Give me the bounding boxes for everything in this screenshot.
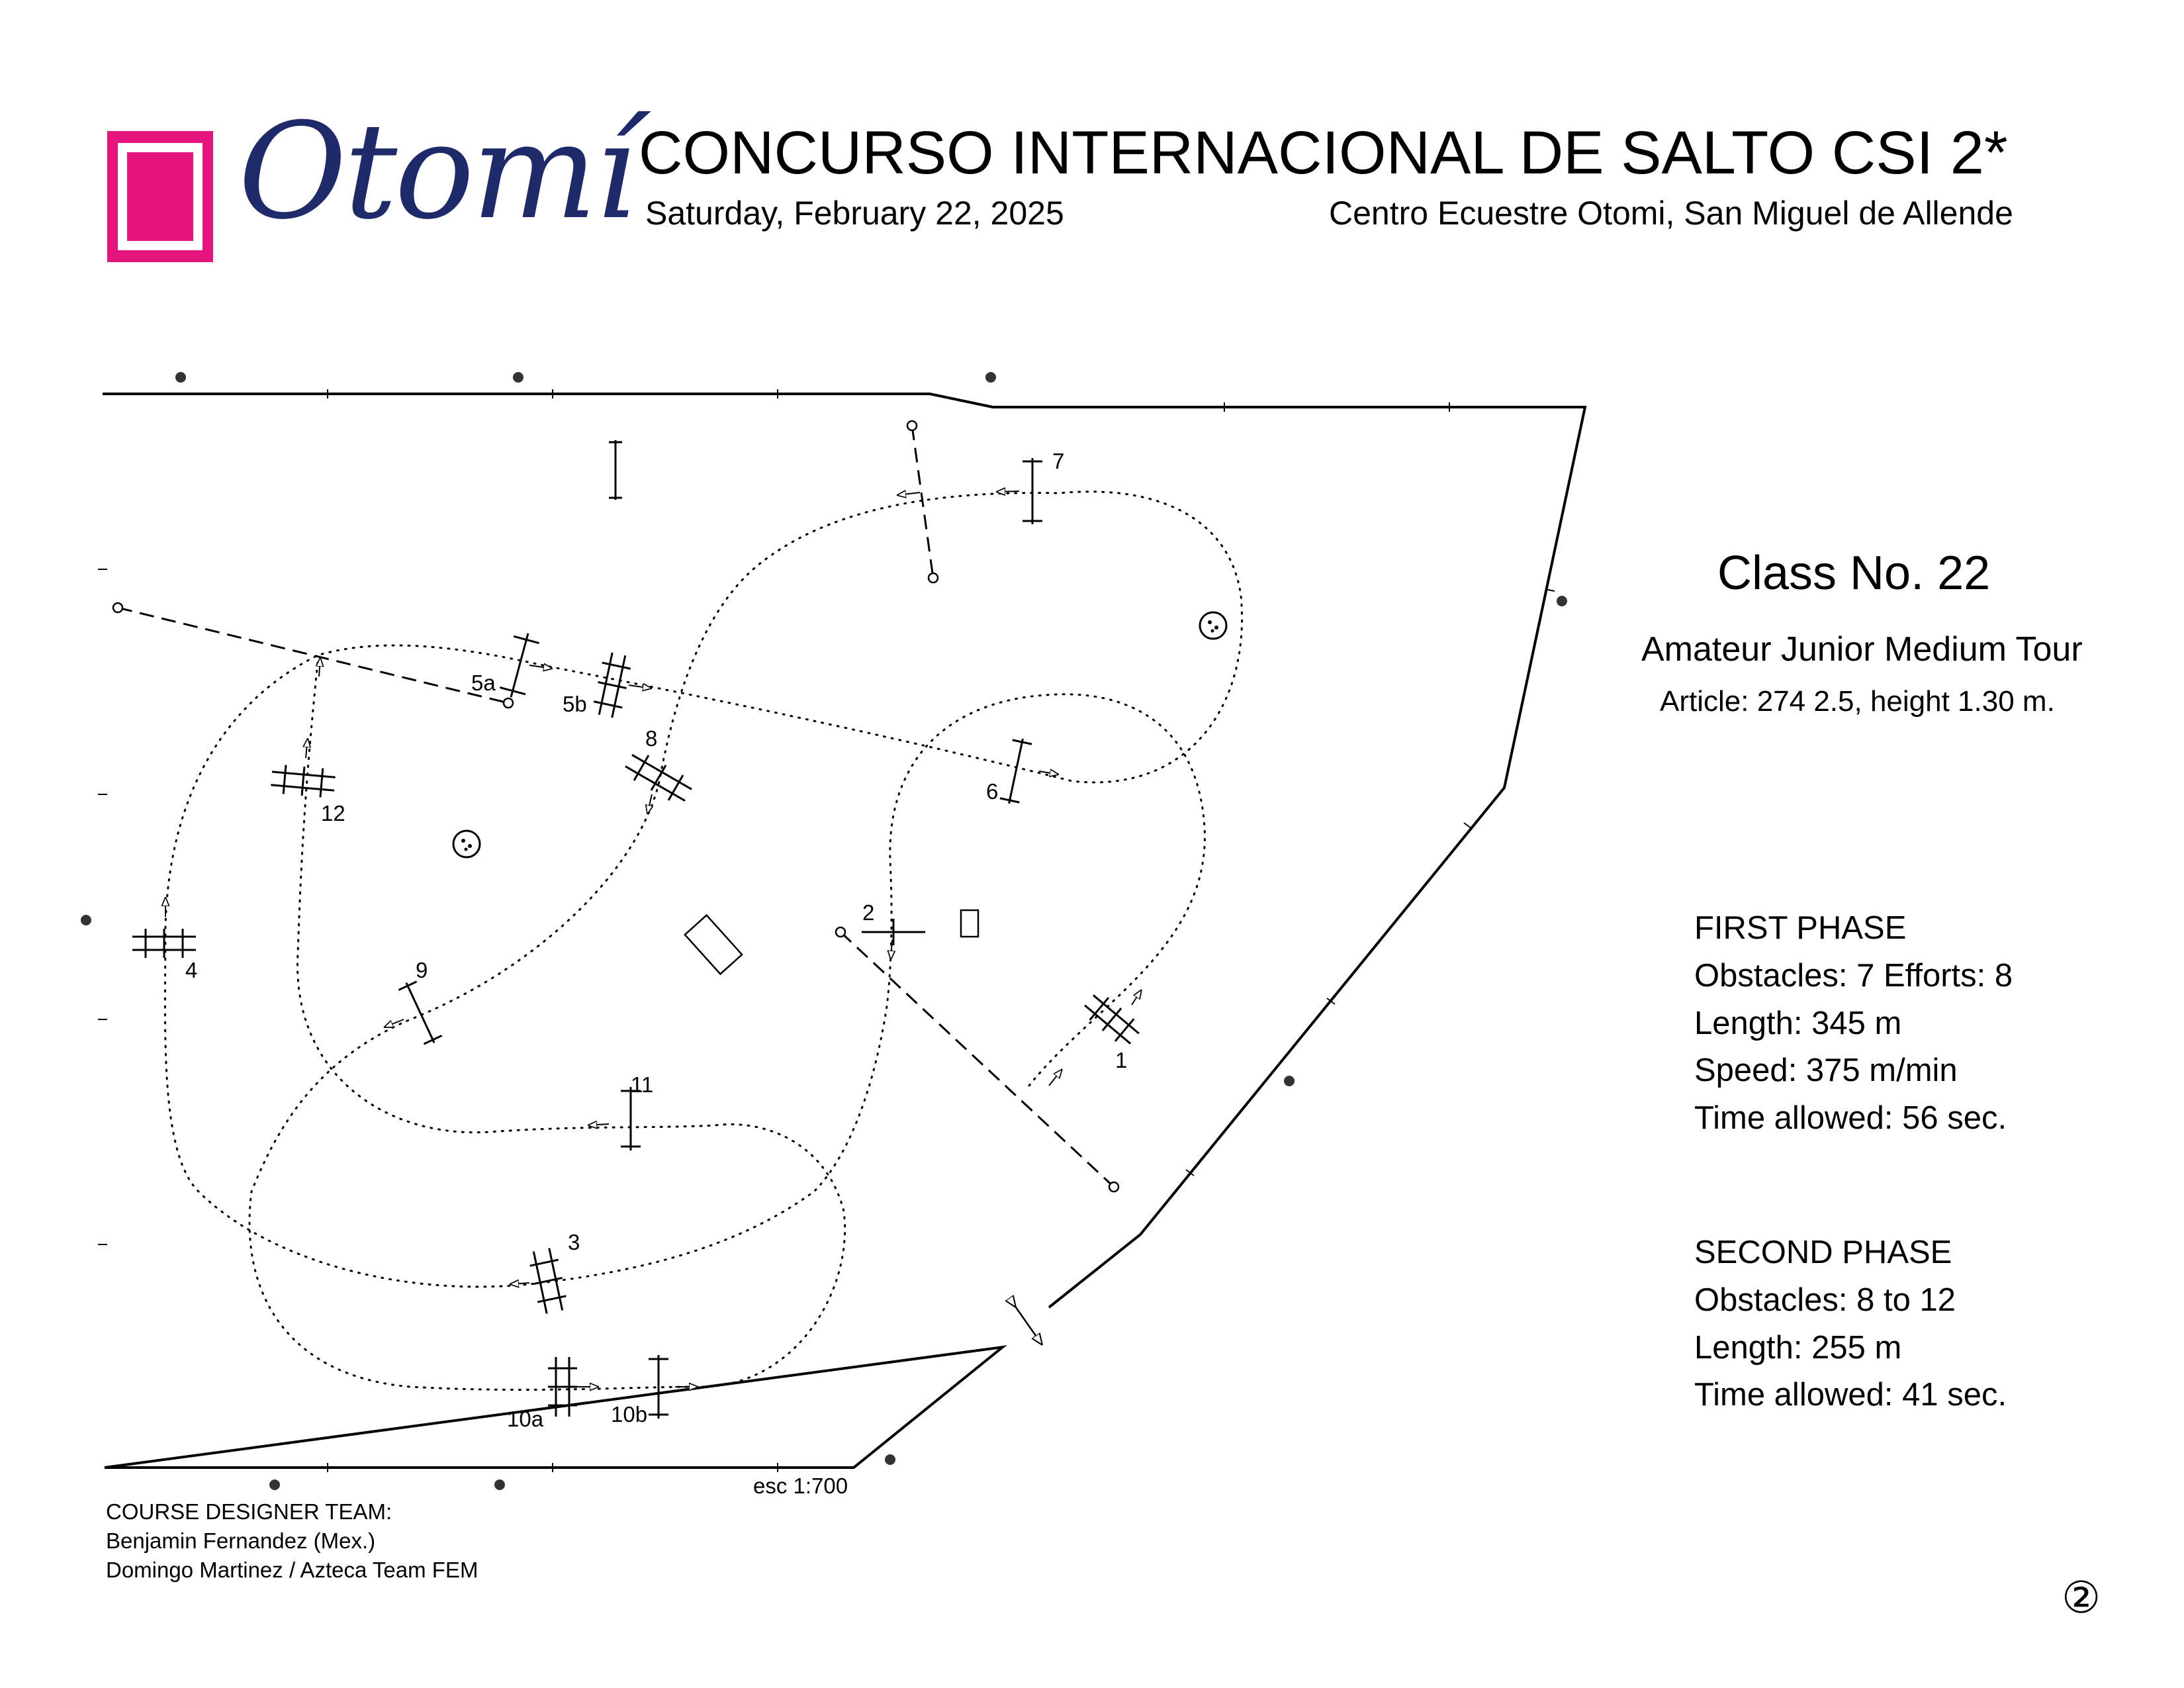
course-designer-name: Domingo Martinez / Azteca Team FEM [106,1558,478,1582]
second-phase-length: Length: 255 m [1694,1330,1902,1366]
obstacle-5a [498,630,541,701]
obstacle-7 [1023,458,1042,524]
obstacle-label: 1 [1115,1048,1128,1072]
page-title: CONCURSO INTERNACIONAL DE SALTO CSI 2* [639,119,2008,187]
class-tour: Amateur Junior Medium Tour [1641,630,2083,669]
obstacle-label: 3 [568,1230,580,1254]
course-designer-name: Benjamin Fernandez (Mex.) [106,1528,376,1553]
obstacle-6 [999,737,1032,806]
class-article: Article: 274 2.5, height 1.30 m. [1660,685,2055,718]
gate-arrow [1016,1307,1042,1345]
obstacle-label: 5b [563,692,587,716]
first-phase-heading: FIRST PHASE [1694,910,1907,946]
obstacle-9 [397,978,443,1047]
obstacle-label: 5a [471,671,496,695]
start-finish-posts [113,421,1118,1192]
obstacle-label: 4 [185,958,198,982]
perimeter-posts [81,372,1567,1490]
flower-pot [453,612,1226,857]
start-finish-lines [118,426,1114,1187]
obstacle-label: 11 [631,1072,654,1097]
first-phase-speed: Speed: 375 m/min [1694,1053,1958,1088]
course-designer-heading: COURSE DESIGNER TEAM: [106,1499,392,1524]
second-phase-heading: SECOND PHASE [1694,1235,1952,1270]
first-phase-obstacles: Obstacles: 7 Efforts: 8 [1694,958,2013,994]
logo-wordmark: Otomí [238,95,635,249]
direction-arrows [165,491,1142,1387]
obstacle-4 [132,929,196,958]
obstacle-1 [1079,989,1144,1050]
spare-vertical [609,440,622,500]
event-venue: Centro Ecuestre Otomi, San Miguel de Allende [1329,195,2013,232]
first-phase-length: Length: 345 m [1694,1006,1902,1041]
event-date: Saturday, February 22, 2025 [645,195,1064,232]
obstacle-label: 10b [611,1402,648,1427]
flower-pot-dots [461,620,1218,851]
obstacle-12 [270,764,336,798]
obstacles [132,440,1144,1419]
obstacle-10b [649,1355,668,1419]
obstacle-5b [592,651,633,719]
class-number: Class No. 22 [1717,547,1991,600]
obstacle-label: 10a [507,1407,544,1431]
judge-box [685,910,978,974]
first-phase-time: Time allowed: 56 sec. [1694,1100,2007,1136]
scale-label: esc 1:700 [753,1474,848,1498]
obstacle-label: 12 [321,801,345,825]
obstacle-label: 7 [1052,449,1065,473]
page-number: ② [2062,1573,2101,1622]
obstacle-label: 2 [862,900,875,925]
boundary-ticks [98,389,1555,1472]
obstacle-label: 9 [416,958,428,982]
obstacle-labels [185,449,1127,1431]
obstacle-3 [527,1246,569,1315]
obstacle-label: 6 [986,779,999,804]
second-phase-obstacles: Obstacles: 8 to 12 [1694,1282,1956,1318]
obstacle-8 [621,748,696,808]
obstacle-label: 8 [645,726,658,751]
second-phase-time: Time allowed: 41 sec. [1694,1377,2007,1413]
